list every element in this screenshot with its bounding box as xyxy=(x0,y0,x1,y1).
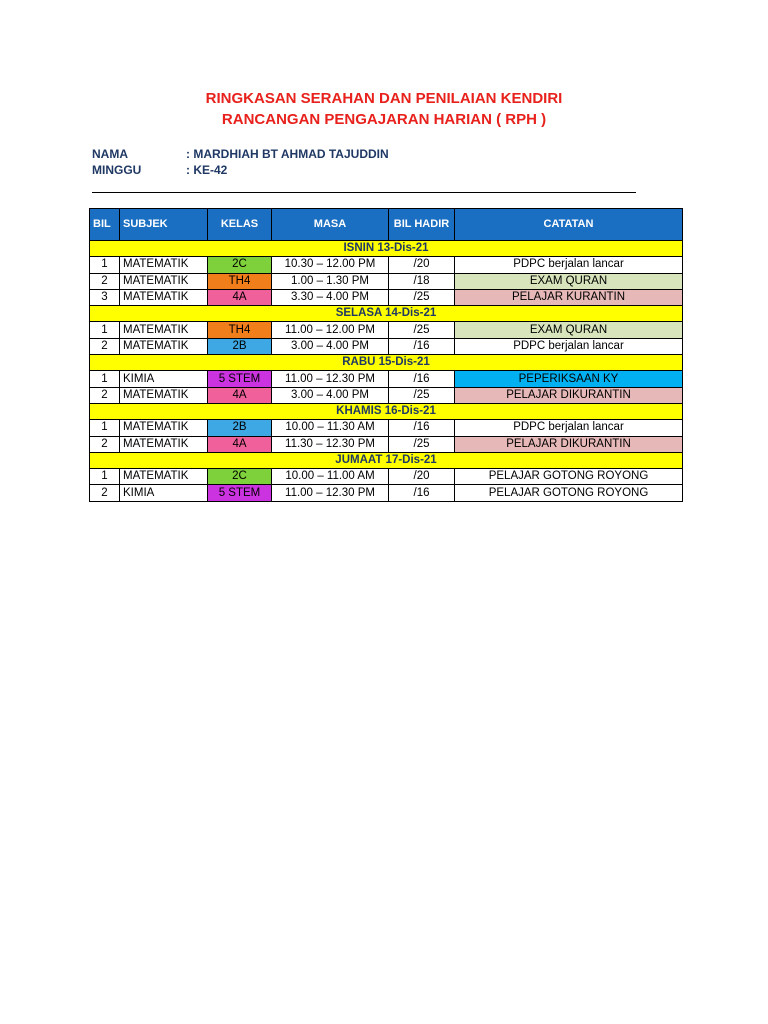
day-header-row xyxy=(90,403,683,419)
subjek-cell: MATEMATIK xyxy=(120,322,208,338)
masa-cell: 11.00 – 12.30 PM xyxy=(272,485,389,501)
catatan-cell: PELAJAR KURANTIN xyxy=(455,289,683,305)
day-header-row xyxy=(90,241,683,257)
kelas-cell: 2B xyxy=(208,420,272,436)
masa-cell: 11.00 – 12.00 PM xyxy=(272,322,389,338)
catatan-cell: PELAJAR GOTONG ROYONG xyxy=(455,469,683,485)
table-row xyxy=(90,289,683,305)
table-row xyxy=(90,469,683,485)
hadir-cell: /25 xyxy=(389,289,455,305)
kelas-cell: TH4 xyxy=(208,273,272,289)
minggu-value: : KE-42 xyxy=(186,163,228,177)
subjek-cell: MATEMATIK xyxy=(120,420,208,436)
header-catatan: CATATAN xyxy=(455,209,683,241)
masa-cell: 10.00 – 11.00 AM xyxy=(272,469,389,485)
subjek-cell: KIMIA xyxy=(120,371,208,387)
hadir-cell: /16 xyxy=(389,485,455,501)
header-kelas: KELAS xyxy=(208,209,272,241)
catatan-cell: EXAM QURAN xyxy=(455,273,683,289)
rph-table xyxy=(89,208,683,502)
hadir-cell: /25 xyxy=(389,322,455,338)
subjek-cell: MATEMATIK xyxy=(120,273,208,289)
bil-cell: 1 xyxy=(90,371,120,387)
hadir-cell: /20 xyxy=(389,469,455,485)
hadir-cell: /20 xyxy=(389,257,455,273)
header-bil-hadir: BIL HADIR xyxy=(389,209,455,241)
catatan-cell: PELAJAR DIKURANTIN xyxy=(455,436,683,452)
bil-cell: 1 xyxy=(90,257,120,273)
subjek-cell: MATEMATIK xyxy=(120,257,208,273)
day-label: KHAMIS 16-Dis-21 xyxy=(90,403,683,419)
kelas-cell: 2B xyxy=(208,338,272,354)
header-subjek: SUBJEK xyxy=(120,209,208,241)
day-label: RABU 15-Dis-21 xyxy=(90,355,683,371)
table-row xyxy=(90,322,683,338)
bil-cell: 1 xyxy=(90,322,120,338)
day-header-row xyxy=(90,355,683,371)
hadir-cell: /16 xyxy=(389,420,455,436)
masa-cell: 3.00 – 4.00 PM xyxy=(272,338,389,354)
catatan-cell: EXAM QURAN xyxy=(455,322,683,338)
bil-cell: 2 xyxy=(90,338,120,354)
masa-cell: 10.00 – 11.30 AM xyxy=(272,420,389,436)
bil-cell: 2 xyxy=(90,273,120,289)
bil-cell: 1 xyxy=(90,469,120,485)
hadir-cell: /18 xyxy=(389,273,455,289)
subjek-cell: MATEMATIK xyxy=(120,436,208,452)
subjek-cell: MATEMATIK xyxy=(120,338,208,354)
divider xyxy=(92,192,636,193)
kelas-cell: 4A xyxy=(208,387,272,403)
table-row xyxy=(90,257,683,273)
subjek-cell: MATEMATIK xyxy=(120,289,208,305)
document-title: RINGKASAN SERAHAN DAN PENILAIAN KENDIRI xyxy=(205,90,563,107)
bil-cell: 1 xyxy=(90,420,120,436)
kelas-cell: 2C xyxy=(208,257,272,273)
masa-cell: 1.00 – 1.30 PM xyxy=(272,273,389,289)
masa-cell: 3.30 – 4.00 PM xyxy=(272,289,389,305)
hadir-cell: /16 xyxy=(389,338,455,354)
masa-cell: 11.30 – 12.30 PM xyxy=(272,436,389,452)
bil-cell: 2 xyxy=(90,436,120,452)
day-label: SELASA 14-Dis-21 xyxy=(90,306,683,322)
header-bil: BIL xyxy=(90,209,120,241)
table-row xyxy=(90,485,683,501)
catatan-cell: PELAJAR DIKURANTIN xyxy=(455,387,683,403)
nama-row xyxy=(92,147,389,161)
day-label: ISNIN 13-Dis-21 xyxy=(90,241,683,257)
day-header-row xyxy=(90,452,683,468)
kelas-cell: 4A xyxy=(208,289,272,305)
subjek-cell: KIMIA xyxy=(120,485,208,501)
catatan-cell: PEPERIKSAAN KY xyxy=(455,371,683,387)
catatan-cell: PDPC berjalan lancar xyxy=(455,257,683,273)
document-subtitle: RANCANGAN PENGAJARAN HARIAN ( RPH ) xyxy=(221,111,547,128)
nama-label: NAMA xyxy=(92,147,128,161)
masa-cell: 10.30 – 12.00 PM xyxy=(272,257,389,273)
masa-cell: 11.00 – 12.30 PM xyxy=(272,371,389,387)
table-row xyxy=(90,436,683,452)
hadir-cell: /25 xyxy=(389,387,455,403)
kelas-cell: 2C xyxy=(208,469,272,485)
bil-cell: 2 xyxy=(90,387,120,403)
subjek-cell: MATEMATIK xyxy=(120,387,208,403)
hadir-cell: /25 xyxy=(389,436,455,452)
day-header-row xyxy=(90,306,683,322)
table-body xyxy=(90,241,683,502)
kelas-cell: TH4 xyxy=(208,322,272,338)
subjek-cell: MATEMATIK xyxy=(120,469,208,485)
table-row xyxy=(90,387,683,403)
table-row xyxy=(90,273,683,289)
table-row xyxy=(90,420,683,436)
bil-cell: 3 xyxy=(90,289,120,305)
kelas-cell: 5 STEM xyxy=(208,485,272,501)
table-row xyxy=(90,338,683,354)
masa-cell: 3.00 – 4.00 PM xyxy=(272,387,389,403)
minggu-label: MINGGU xyxy=(92,163,142,177)
kelas-cell: 4A xyxy=(208,436,272,452)
hadir-cell: /16 xyxy=(389,371,455,387)
header-row xyxy=(90,209,683,241)
minggu-row xyxy=(92,163,227,177)
table-row xyxy=(90,371,683,387)
catatan-cell: PELAJAR GOTONG ROYONG xyxy=(455,485,683,501)
header-masa: MASA xyxy=(272,209,389,241)
kelas-cell: 5 STEM xyxy=(208,371,272,387)
bil-cell: 2 xyxy=(90,485,120,501)
catatan-cell: PDPC berjalan lancar xyxy=(455,338,683,354)
catatan-cell: PDPC berjalan lancar xyxy=(455,420,683,436)
nama-value: : MARDHIAH BT AHMAD TAJUDDIN xyxy=(186,147,389,161)
day-label: JUMAAT 17-Dis-21 xyxy=(90,452,683,468)
